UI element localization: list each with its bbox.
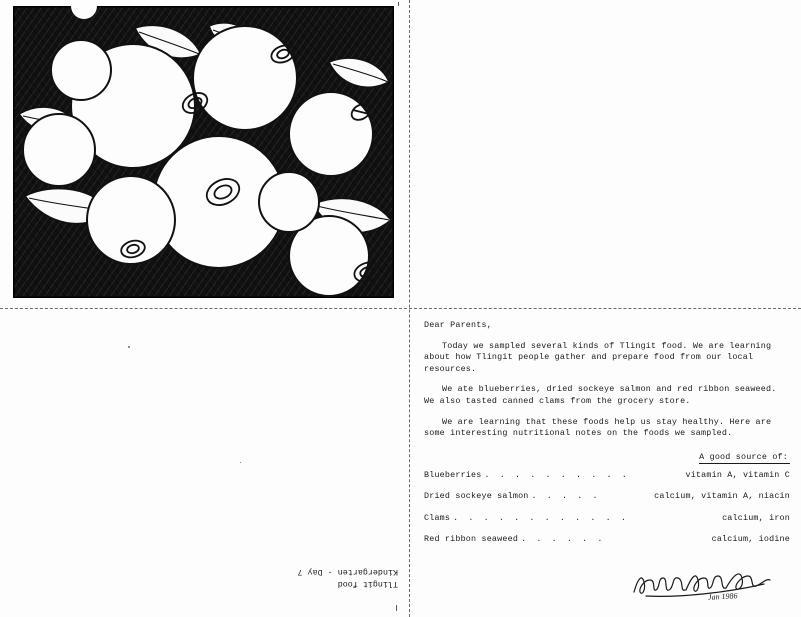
leader-dots: . . . . . . . . . . bbox=[484, 470, 630, 481]
scan-speck bbox=[128, 346, 130, 348]
leader-dots: . . . . . . bbox=[521, 533, 605, 544]
scan-speck bbox=[240, 462, 241, 463]
table-row bbox=[424, 470, 790, 482]
leader-dots: . . . . . bbox=[531, 491, 601, 502]
nutrition-table-header-row bbox=[424, 452, 790, 465]
vertical-fold-line bbox=[409, 0, 410, 617]
table-row bbox=[424, 534, 790, 546]
nutrition-item-label: Blueberries bbox=[424, 470, 482, 481]
letter-paragraph-2: We ate blueberries, dried sockeye salmon and red ribbon seaweed. We also tasted canned clams from the grocery store. bbox=[424, 384, 777, 406]
horizontal-fold-line bbox=[0, 308, 801, 309]
handwritten-signature bbox=[630, 566, 780, 610]
upside-down-caption bbox=[258, 566, 398, 590]
nutrition-item-label: Dried sockeye salmon bbox=[424, 491, 529, 502]
nutrition-item-value: calcium, vitamin A, niacin bbox=[654, 491, 790, 502]
nutrition-item-label: Clams bbox=[424, 512, 451, 523]
table-row bbox=[424, 513, 790, 525]
scan-tick-mark bbox=[396, 605, 397, 611]
caption-line-1: Tlingit food bbox=[337, 579, 398, 589]
nutrition-item-label: Red ribbon seaweed bbox=[424, 533, 519, 544]
nutrition-item-value: calcium, iodine bbox=[711, 533, 790, 544]
letter-salutation: Dear Parents, bbox=[424, 320, 492, 330]
nutrition-table bbox=[424, 452, 790, 545]
nutrition-item-value: calcium, iron bbox=[722, 512, 790, 523]
blueberries-pen-and-ink-drawing bbox=[13, 6, 394, 298]
leader-dots: . . . . . . . . . . . . bbox=[453, 512, 629, 523]
letter-paragraph-1: Today we sampled several kinds of Tlingit food. We are learning about how Tlingit people gather and prepare food from our local resources. bbox=[424, 340, 772, 374]
scan-tick-mark bbox=[398, 2, 399, 6]
letter-paragraph-3: We are learning that these foods help us stay healthy. Here are some interesting nutritional notes on the foods we sampled. bbox=[424, 416, 772, 439]
table-row bbox=[424, 491, 790, 503]
signature-date: Jan 1986 bbox=[707, 591, 738, 602]
nutrition-column-header: A good source of: bbox=[699, 452, 790, 465]
nutrition-item-value: vitamin A, vitamin C bbox=[685, 470, 790, 481]
caption-line-2: Kindergarten - Day 7 bbox=[297, 567, 398, 577]
